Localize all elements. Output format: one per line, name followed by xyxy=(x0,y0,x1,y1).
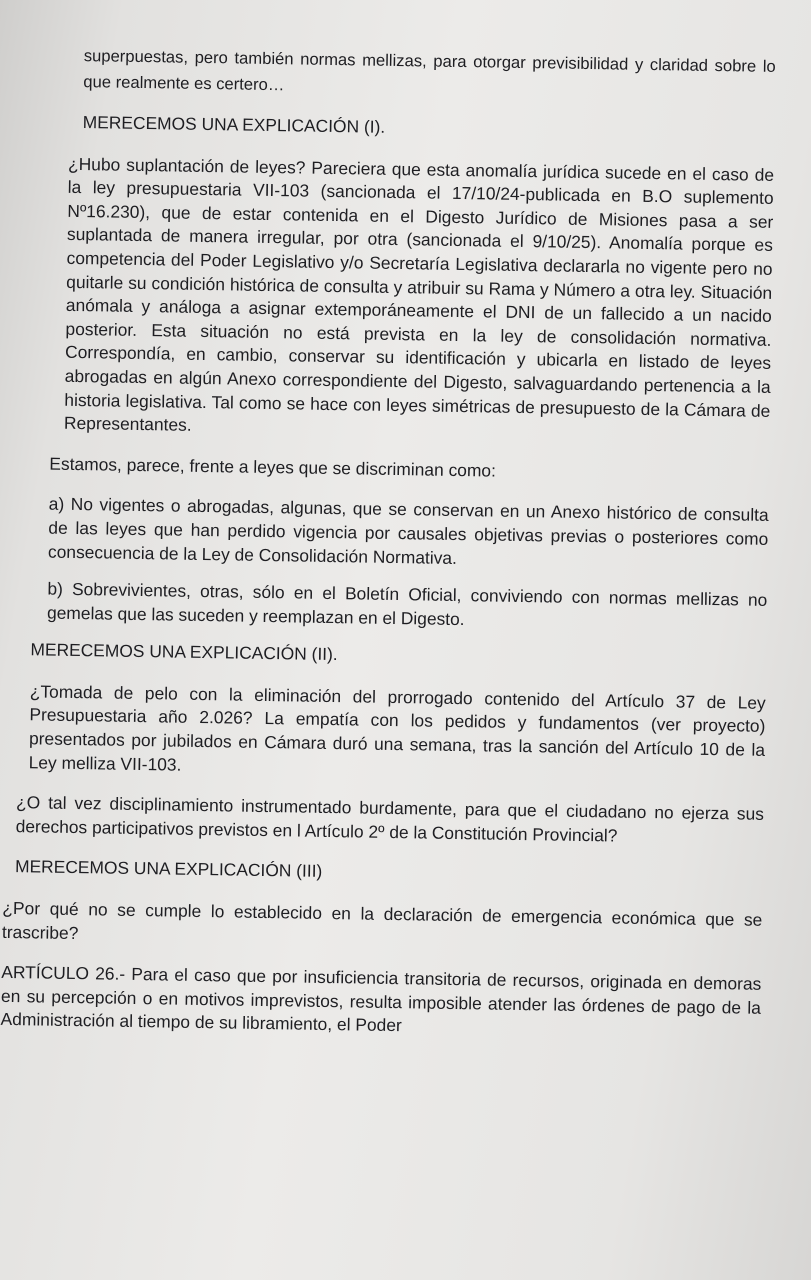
heading-explicacion-2: MERECEMOS UNA EXPLICACIÓN (II). xyxy=(30,639,338,665)
heading-explicacion-3: MERECEMOS UNA EXPLICACIÓN (III) xyxy=(14,856,323,882)
heading-explicacion-1: MERECEMOS UNA EXPLICACIÓN (I). xyxy=(82,112,386,137)
paragraph-emergencia: ¿Por qué no se cumple lo establecido en la declaración de emergencia económica que se trascribe? xyxy=(1,897,763,943)
paragraph-disciplinamiento: ¿O tal vez disciplinamiento instrumentado burdamente, para que el ciudadano no ejerza sus derechos participativos previstos en l Artículo 2º de la Constitución Provincial? xyxy=(15,792,765,846)
list-item-a: a) No vigentes o abrogadas, algunas, que se conservan en un Anexo histórico de consulta de las leyes que han perdido vigencia por causales objetivas previas o posteriores como consecuencia de la Ley de Consolidación Normativa. xyxy=(47,493,769,568)
paragraph-tomada-de-pelo: ¿Tomada de pelo con la eliminación del prorrogado contenido del Artículo 37 de Ley Presupuestaria año 2.026? La empatía con los pedidos y fundamentos (ver proyecto) presentados por jubilados en Cámara duró una semana, tras la sanción del Artículo 10 de la Ley melliza VII-103. xyxy=(28,681,766,775)
list-item-b: b) Sobrevivientes, otras, sólo en el Boletín Oficial, conviviendo con normas mellizas no gemelas que las suceden y reemplazan en el Digesto. xyxy=(46,578,768,629)
paragraph-articulo-26: ARTÍCULO 26.- Para el caso que por insuficiencia transitoria de recursos, originada en demoras en su percepción o en motivos imprevistos, resulta imposible atender las órdenes de pago de la Administración al tiempo de su libramiento, el Poder xyxy=(0,962,762,1036)
continuation-text: superpuestas, pero también normas mellizas, para otorgar previsibilidad y claridad sobre lo que realmente es certero… xyxy=(83,46,776,95)
document-page xyxy=(0,42,776,1061)
paragraph-suplantacion: ¿Hubo suplantación de leyes? Pareciera que esta anomalía jurídica sucede en el caso de la ley presupuestaria VII-103 (sancionada el 17/10/24-publicada en B.O suplemento Nº16.230), que de estar contenida en el Digesto Jurídico de Misiones pasa a ser suplantada de manera irregular, por otra (sancionada el 9/10/25). Anomalía porque es competencia del Poder Legislativo y/o Secretaría Legislativa declararla no vigente pero no quitarle su condición histórica de consulta y atribuir su Rama y Número a otra ley. Situación anómala y análoga a asignar extemporáneamente el DNI de un fallecido a un nacido posterior. Esta situación no está prevista en la ley de consolidación normativa. Correspondía, en cambio, conservar su identificación y ubicarla en listado de leyes abrogadas en algún Anexo correspondiente del Digesto, salvaguardando pertenencia a la historia legislativa. Tal como se hace con leyes simétricas de presupuesto de la Cámara de Representantes. xyxy=(63,153,775,435)
paragraph-discriminan: Estamos, parece, frente a leyes que se discriminan como: xyxy=(49,453,497,481)
